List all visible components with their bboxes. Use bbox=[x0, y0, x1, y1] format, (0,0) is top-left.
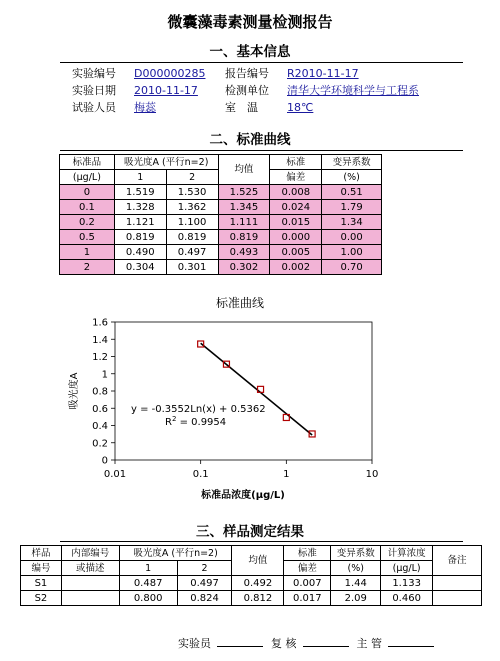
cell-desc bbox=[61, 591, 119, 606]
x-tick-label-2: 1 bbox=[283, 469, 290, 480]
cell-a2: 0.824 bbox=[177, 591, 232, 606]
th-desc: 内部编号 bbox=[61, 546, 119, 561]
cell-sd: 0.005 bbox=[270, 245, 322, 260]
th-calc-conc: 计算浓度 bbox=[381, 546, 433, 561]
info-value: R2010-11-17 bbox=[287, 67, 359, 80]
y-tick-label-7: 1.4 bbox=[92, 334, 108, 346]
y-tick-label-5: 1 bbox=[101, 369, 108, 381]
cell-sd: 0.008 bbox=[270, 185, 322, 200]
x-tick-label-0: 0.01 bbox=[103, 469, 127, 480]
cell-a2: 0.301 bbox=[166, 260, 218, 275]
section-standard-curve-heading: 二、标准曲线 bbox=[209, 132, 291, 148]
table-row bbox=[60, 215, 382, 230]
th-absorbance: 吸光度A (平行n=2) bbox=[119, 546, 232, 561]
cell-a1: 0.819 bbox=[114, 230, 166, 245]
cell-a2: 1.362 bbox=[166, 200, 218, 215]
info-label: 实验日期 bbox=[72, 84, 116, 97]
cell-conc: 2 bbox=[60, 260, 115, 275]
supervisor-label: 主 管 bbox=[356, 637, 382, 650]
cell-a1: 0.487 bbox=[119, 576, 177, 591]
cell-conc: 0.1 bbox=[60, 200, 115, 215]
info-experiment-no bbox=[72, 66, 205, 82]
th-rep2: 2 bbox=[177, 561, 232, 576]
th-mean: 均值 bbox=[232, 546, 284, 576]
cell-cv: 1.44 bbox=[331, 576, 381, 591]
y-axis-label: 吸光度A bbox=[69, 372, 80, 410]
cell-mean: 1.111 bbox=[218, 215, 270, 230]
r-squared-value: = 0.9954 bbox=[176, 417, 227, 428]
report-title: 微囊藻毒素测量检测报告 bbox=[167, 13, 333, 31]
th-cv: 变异系数 bbox=[331, 546, 381, 561]
cell-conc: 1 bbox=[60, 245, 115, 260]
y-tick-label-4: 0.8 bbox=[92, 386, 108, 398]
cell-cv: 2.09 bbox=[331, 591, 381, 606]
th-sd-2: 偏差 bbox=[270, 170, 322, 185]
y-axis bbox=[92, 318, 115, 467]
th-sample-id-2: 编号 bbox=[21, 561, 62, 576]
th-sd: 标准 bbox=[270, 155, 322, 170]
th-calc-conc-unit: (μg/L) bbox=[381, 561, 433, 576]
info-tester bbox=[72, 100, 156, 116]
plot-area bbox=[115, 322, 372, 460]
cell-conc: 1.133 bbox=[381, 576, 433, 591]
divider bbox=[60, 150, 463, 151]
sample-table bbox=[20, 545, 482, 606]
cell-mean: 1.525 bbox=[218, 185, 270, 200]
table-row bbox=[60, 230, 382, 245]
table-row bbox=[60, 185, 382, 200]
cell-sd: 0.015 bbox=[270, 215, 322, 230]
y-tick-label-3: 0.6 bbox=[92, 403, 108, 415]
th-rep2: 2 bbox=[166, 170, 218, 185]
reviewer-label: 复 核 bbox=[271, 637, 297, 650]
info-value: 梅蕊 bbox=[134, 101, 156, 114]
cell-a1: 0.490 bbox=[114, 245, 166, 260]
th-conc: 标准品 bbox=[60, 155, 115, 170]
standard-table bbox=[59, 154, 382, 275]
cell-mean: 0.493 bbox=[218, 245, 270, 260]
cell-sd: 0.017 bbox=[284, 591, 331, 606]
y-tick-label-6: 1.2 bbox=[92, 352, 108, 363]
cell-a1: 0.800 bbox=[119, 591, 177, 606]
th-cv-unit: (%) bbox=[322, 170, 382, 185]
cell-a2: 1.100 bbox=[166, 215, 218, 230]
th-sd-2: 偏差 bbox=[284, 561, 331, 576]
divider bbox=[60, 62, 463, 63]
r-squared-symbol: R bbox=[165, 417, 172, 428]
cell-cv: 1.79 bbox=[322, 200, 382, 215]
divider bbox=[60, 541, 463, 542]
info-value: D000000285 bbox=[134, 67, 206, 80]
cell-sd: 0.007 bbox=[284, 576, 331, 591]
cell-sd: 0.024 bbox=[270, 200, 322, 215]
reviewer-signature-line[interactable] bbox=[303, 646, 349, 647]
cell-sd: 0.002 bbox=[270, 260, 322, 275]
cell-conc: 0.2 bbox=[60, 215, 115, 230]
cell-a2: 1.530 bbox=[166, 185, 218, 200]
info-label: 报告编号 bbox=[225, 67, 269, 80]
cell-mean: 0.819 bbox=[218, 230, 270, 245]
table-row bbox=[60, 200, 382, 215]
cell-cv: 0.51 bbox=[322, 185, 382, 200]
cell-cv: 0.00 bbox=[322, 230, 382, 245]
th-note: 备注 bbox=[433, 546, 482, 576]
table-row bbox=[21, 591, 482, 606]
y-tick-label-1: 0.2 bbox=[92, 438, 108, 450]
cell-mean: 0.302 bbox=[218, 260, 270, 275]
info-report-no bbox=[225, 66, 359, 82]
info-label: 实验编号 bbox=[72, 67, 116, 80]
section-sample-results-heading: 三、样品测定结果 bbox=[196, 524, 304, 540]
cell-sd: 0.000 bbox=[270, 230, 322, 245]
y-tick-label-8: 1.6 bbox=[92, 317, 108, 329]
r-squared-exponent: 2 bbox=[171, 415, 177, 423]
table-row bbox=[21, 576, 482, 591]
th-sample-id: 样品 bbox=[21, 546, 62, 561]
info-experiment-date bbox=[72, 83, 198, 99]
info-label: 室 温 bbox=[225, 101, 258, 114]
cell-a2: 0.497 bbox=[177, 576, 232, 591]
experimenter-signature-line[interactable] bbox=[217, 646, 263, 647]
cell-note bbox=[433, 576, 482, 591]
x-axis-label: 标准品浓度(μg/L) bbox=[201, 490, 285, 501]
cell-conc: 0.5 bbox=[60, 230, 115, 245]
cell-id: S1 bbox=[21, 576, 62, 591]
info-value: 2010-11-17 bbox=[134, 84, 198, 97]
cell-cv: 1.34 bbox=[322, 215, 382, 230]
cell-a1: 0.304 bbox=[114, 260, 166, 275]
th-sd: 标准 bbox=[284, 546, 331, 561]
cell-cv: 0.70 bbox=[322, 260, 382, 275]
cell-a2: 0.497 bbox=[166, 245, 218, 260]
info-label: 检测单位 bbox=[225, 84, 269, 97]
table-row bbox=[60, 260, 382, 275]
cell-a1: 1.328 bbox=[114, 200, 166, 215]
info-value: 清华大学环境科学与工程系 bbox=[287, 84, 419, 97]
y-tick-label-2: 0.4 bbox=[92, 421, 108, 432]
th-absorbance: 吸光度A (平行n=2) bbox=[114, 155, 218, 170]
table-row bbox=[60, 245, 382, 260]
th-mean: 均值 bbox=[218, 155, 270, 185]
supervisor-signature-line[interactable] bbox=[388, 646, 434, 647]
x-axis bbox=[104, 460, 379, 480]
th-conc-unit: (μg/L) bbox=[60, 170, 115, 185]
cell-desc bbox=[61, 576, 119, 591]
cell-conc: 0 bbox=[60, 185, 115, 200]
x-tick-label-3: 10 bbox=[365, 469, 379, 480]
info-room-temp bbox=[225, 100, 313, 116]
trendline-equation: y = -0.3552Ln(x) + 0.5362 bbox=[131, 404, 266, 415]
info-lab-unit bbox=[225, 83, 419, 99]
cell-mean: 0.812 bbox=[232, 591, 284, 606]
y-tick-label-0: 0 bbox=[101, 455, 108, 467]
th-cv: 变异系数 bbox=[322, 155, 382, 170]
th-rep1: 1 bbox=[114, 170, 166, 185]
standard-curve-chart bbox=[0, 290, 500, 510]
x-tick-label-1: 0.1 bbox=[192, 469, 209, 480]
th-cv-unit: (%) bbox=[331, 561, 381, 576]
cell-conc: 0.460 bbox=[381, 591, 433, 606]
experimenter-label: 实验员 bbox=[178, 637, 211, 650]
cell-note bbox=[433, 591, 482, 606]
cell-a1: 1.519 bbox=[114, 185, 166, 200]
info-value: 18℃ bbox=[287, 101, 314, 114]
chart-title: 标准曲线 bbox=[215, 296, 265, 310]
info-label: 试验人员 bbox=[72, 101, 116, 114]
cell-id: S2 bbox=[21, 591, 62, 606]
th-rep1: 1 bbox=[119, 561, 177, 576]
cell-a2: 0.819 bbox=[166, 230, 218, 245]
cell-a1: 1.121 bbox=[114, 215, 166, 230]
section-basic-info-heading: 一、基本信息 bbox=[209, 44, 291, 60]
cell-mean: 1.345 bbox=[218, 200, 270, 215]
cell-cv: 1.00 bbox=[322, 245, 382, 260]
cell-mean: 0.492 bbox=[232, 576, 284, 591]
signature-row bbox=[178, 635, 442, 651]
th-desc-2: 或描述 bbox=[61, 561, 119, 576]
